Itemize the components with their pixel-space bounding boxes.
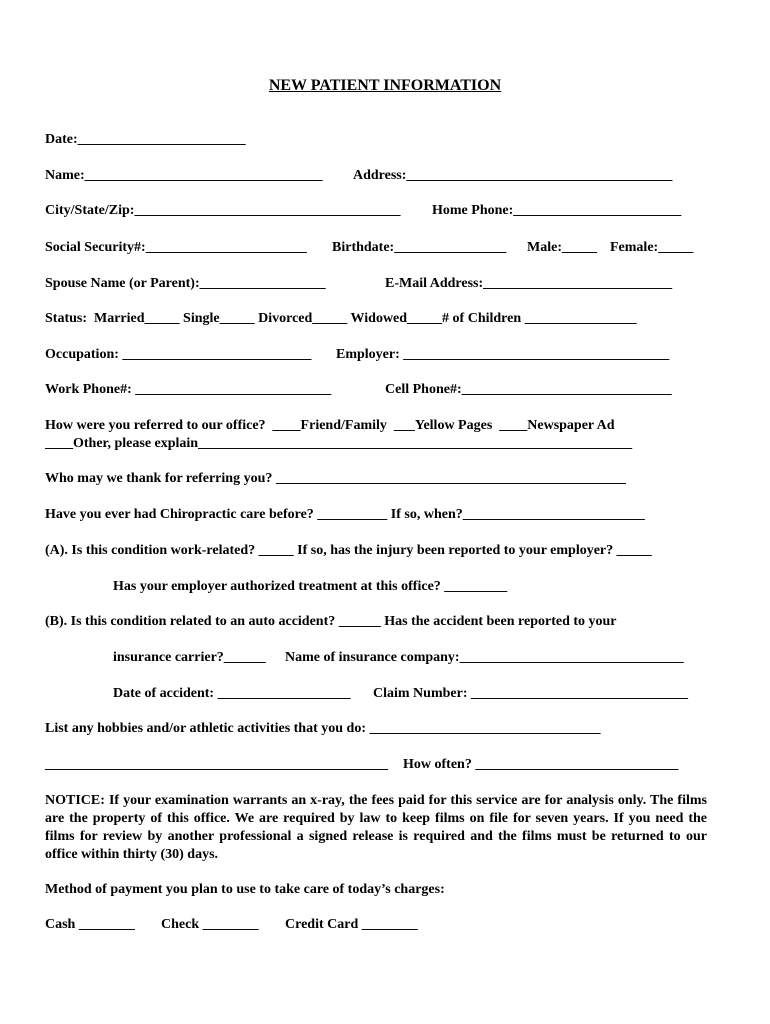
ssn-field[interactable]: Social Security#:_______________________ bbox=[45, 240, 307, 255]
birthdate-field[interactable]: Birthdate:________________ bbox=[332, 240, 507, 255]
employer-field[interactable]: Employer: ______________________________________ bbox=[336, 347, 670, 362]
claim-number-field[interactable]: Claim Number: _______________________________ bbox=[373, 686, 688, 701]
female-field[interactable]: Female:_____ bbox=[610, 240, 694, 255]
payment-question: Method of payment you plan to use to take care of today’s charges: bbox=[45, 882, 445, 897]
spouse-field[interactable]: Spouse Name (or Parent):__________________ bbox=[45, 276, 326, 291]
cell-phone-field[interactable]: Cell Phone#:______________________________ bbox=[385, 382, 672, 397]
referral-other-field[interactable]: ____Other, please explain______________________________________________________________ bbox=[45, 436, 633, 451]
referrer-thank-field[interactable]: Who may we thank for referring you? __________________________________________________ bbox=[45, 471, 626, 486]
check-option[interactable]: Check ________ bbox=[161, 917, 259, 932]
hobbies-field[interactable]: List any hobbies and/or athletic activities that you do: _________________________________ bbox=[45, 721, 601, 736]
city-state-zip-field[interactable]: City/State/Zip:______________________________________ bbox=[45, 203, 401, 218]
employer-authorized-field[interactable]: Has your employer authorized treatment at this office? _________ bbox=[113, 579, 508, 594]
work-phone-field[interactable]: Work Phone#: ____________________________ bbox=[45, 382, 332, 397]
referral-options[interactable]: How were you referred to our office? ____Friend/Family ___Yellow Pages ____Newspaper Ad bbox=[45, 418, 615, 433]
address-field[interactable]: Address:______________________________________ bbox=[353, 168, 673, 183]
work-related-field[interactable]: (A). Is this condition work-related? _____ If so, has the injury been reported to your employer? _____ bbox=[45, 543, 652, 558]
chiropractic-history-field[interactable]: Have you ever had Chiropractic care before? __________ If so, when?__________________________ bbox=[45, 507, 645, 522]
male-field[interactable]: Male:_____ bbox=[527, 240, 597, 255]
hobbies-continued-line[interactable]: _________________________________________________ bbox=[45, 757, 388, 772]
home-phone-field[interactable]: Home Phone:________________________ bbox=[432, 203, 682, 218]
credit-card-option[interactable]: Credit Card ________ bbox=[285, 917, 418, 932]
occupation-field[interactable]: Occupation: ___________________________ bbox=[45, 347, 312, 362]
how-often-field[interactable]: How often? _____________________________ bbox=[403, 757, 679, 772]
date-field[interactable]: Date:________________________ bbox=[45, 132, 246, 147]
status-field[interactable]: Status: Married_____ Single_____ Divorced_____ Widowed_____# of Children ________________ bbox=[45, 311, 637, 326]
name-field[interactable]: Name:__________________________________ bbox=[45, 168, 323, 183]
email-field[interactable]: E-Mail Address:___________________________ bbox=[385, 276, 673, 291]
accident-date-field[interactable]: Date of accident: ___________________ bbox=[113, 686, 351, 701]
form-title: NEW PATIENT INFORMATION bbox=[268, 77, 502, 94]
insurance-carrier-field[interactable]: insurance carrier?______ bbox=[113, 650, 266, 665]
xray-notice: NOTICE: If your examination warrants an x-ray, the fees paid for this service are for analysis only. The films are the property of this office. We are required by law to keep films on file for seven years. If you need the films for review by another professional a signed release is required and the films must be returned to our office within thirty (30) days. bbox=[45, 793, 707, 862]
auto-accident-field[interactable]: (B). Is this condition related to an auto accident? ______ Has the accident been reported to your bbox=[45, 614, 617, 629]
cash-option[interactable]: Cash ________ bbox=[45, 917, 135, 932]
insurance-company-field[interactable]: Name of insurance company:________________________________ bbox=[285, 650, 684, 665]
